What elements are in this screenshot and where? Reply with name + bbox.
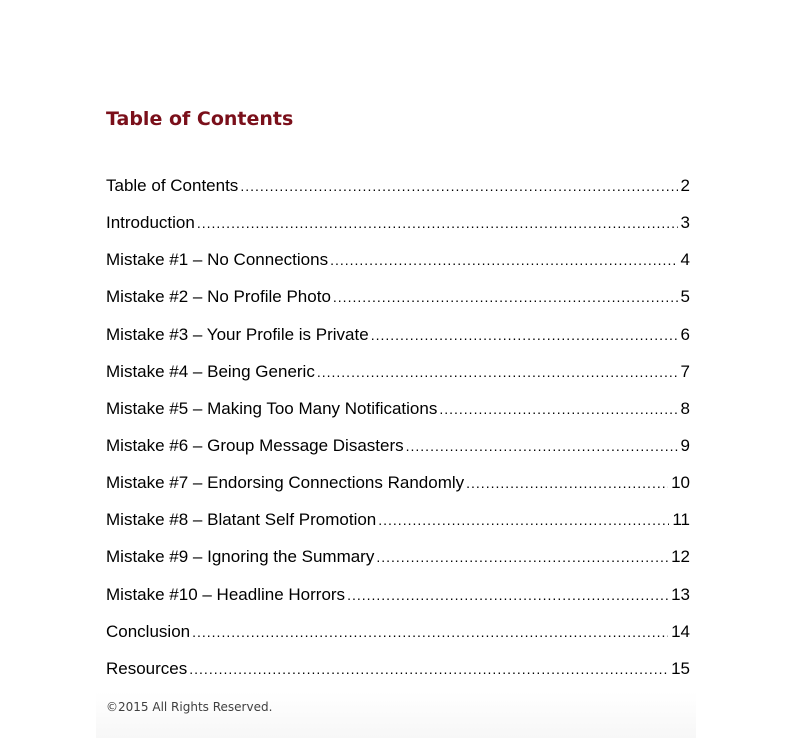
toc-entry[interactable] bbox=[106, 433, 690, 470]
toc-dot-leader bbox=[371, 322, 678, 348]
toc-entry-label: Table of Contents bbox=[106, 176, 239, 195]
toc-entry[interactable] bbox=[106, 507, 690, 544]
toc-entry[interactable] bbox=[106, 322, 690, 359]
toc-entry-label: Mistake #4 – Being Generic bbox=[106, 361, 315, 381]
toc-entry[interactable] bbox=[106, 247, 690, 284]
toc-dot-leader bbox=[192, 619, 668, 645]
toc-entry-page: 2 bbox=[680, 176, 690, 195]
toc-dot-leader bbox=[333, 284, 678, 310]
toc-list bbox=[106, 173, 690, 693]
toc-entry-label: Mistake #7 – Endorsing Connections Randomly bbox=[106, 473, 465, 493]
toc-dot-leader bbox=[376, 544, 668, 570]
toc-entry-page: 11 bbox=[672, 510, 690, 530]
toc-entry[interactable] bbox=[106, 544, 690, 581]
toc-dot-leader bbox=[317, 359, 678, 385]
toc-dot-leader bbox=[466, 470, 668, 496]
toc-entry-label: Mistake #6 – Group Message Disasters bbox=[106, 435, 404, 455]
toc-dot-leader bbox=[347, 582, 668, 608]
toc-entry-page: 12 bbox=[671, 547, 690, 567]
toc-entry[interactable] bbox=[106, 173, 690, 210]
toc-entry-page: 8 bbox=[680, 398, 690, 418]
toc-entry[interactable] bbox=[106, 210, 690, 247]
toc-dot-leader bbox=[240, 173, 677, 199]
toc-entry-label: Mistake #10 – Headline Horrors bbox=[106, 584, 346, 604]
toc-entry-label: Introduction bbox=[106, 213, 195, 233]
toc-entry-page: 10 bbox=[671, 473, 690, 493]
toc-entry-page: 7 bbox=[680, 361, 690, 381]
toc-entry-label: Resources bbox=[106, 658, 188, 678]
toc-entry[interactable] bbox=[106, 470, 690, 507]
toc-entry-page: 3 bbox=[680, 213, 690, 233]
toc-entry-page: 4 bbox=[680, 250, 690, 270]
toc-entry-label: Mistake #2 – No Profile Photo bbox=[106, 287, 331, 307]
toc-dot-leader bbox=[439, 396, 677, 422]
toc-entry[interactable] bbox=[106, 284, 690, 321]
toc-entry-page: 5 bbox=[680, 287, 690, 307]
toc-entry-page: 13 bbox=[671, 584, 690, 604]
toc-dot-leader bbox=[197, 210, 678, 236]
toc-entry-page: 15 bbox=[671, 658, 690, 678]
toc-entry-page: 9 bbox=[680, 435, 690, 455]
page-title: Table of Contents bbox=[106, 108, 294, 130]
toc-entry-label: Mistake #8 – Blatant Self Promotion bbox=[106, 510, 377, 530]
toc-entry[interactable] bbox=[106, 619, 690, 656]
toc-entry-label: Mistake #5 – Making Too Many Notifications bbox=[106, 398, 438, 418]
toc-entry-page: 14 bbox=[671, 621, 690, 641]
toc-entry-label: Mistake #1 – No Connections bbox=[106, 250, 329, 270]
toc-entry-page: 6 bbox=[680, 324, 690, 344]
toc-entry[interactable] bbox=[106, 582, 690, 619]
toc-entry-label: Conclusion bbox=[106, 621, 191, 641]
toc-entry-label: Mistake #9 – Ignoring the Summary bbox=[106, 547, 375, 567]
toc-dot-leader bbox=[406, 433, 678, 459]
toc-entry-label: Mistake #3 – Your Profile is Private bbox=[106, 324, 369, 344]
toc-dot-leader bbox=[330, 247, 677, 273]
toc-entry[interactable] bbox=[106, 359, 690, 396]
toc-dot-leader bbox=[378, 507, 669, 533]
toc-entry[interactable] bbox=[106, 396, 690, 433]
toc-entry[interactable] bbox=[106, 656, 690, 693]
copyright-footer: ©2015 All Rights Reserved. bbox=[106, 700, 273, 714]
toc-dot-leader bbox=[189, 656, 668, 682]
